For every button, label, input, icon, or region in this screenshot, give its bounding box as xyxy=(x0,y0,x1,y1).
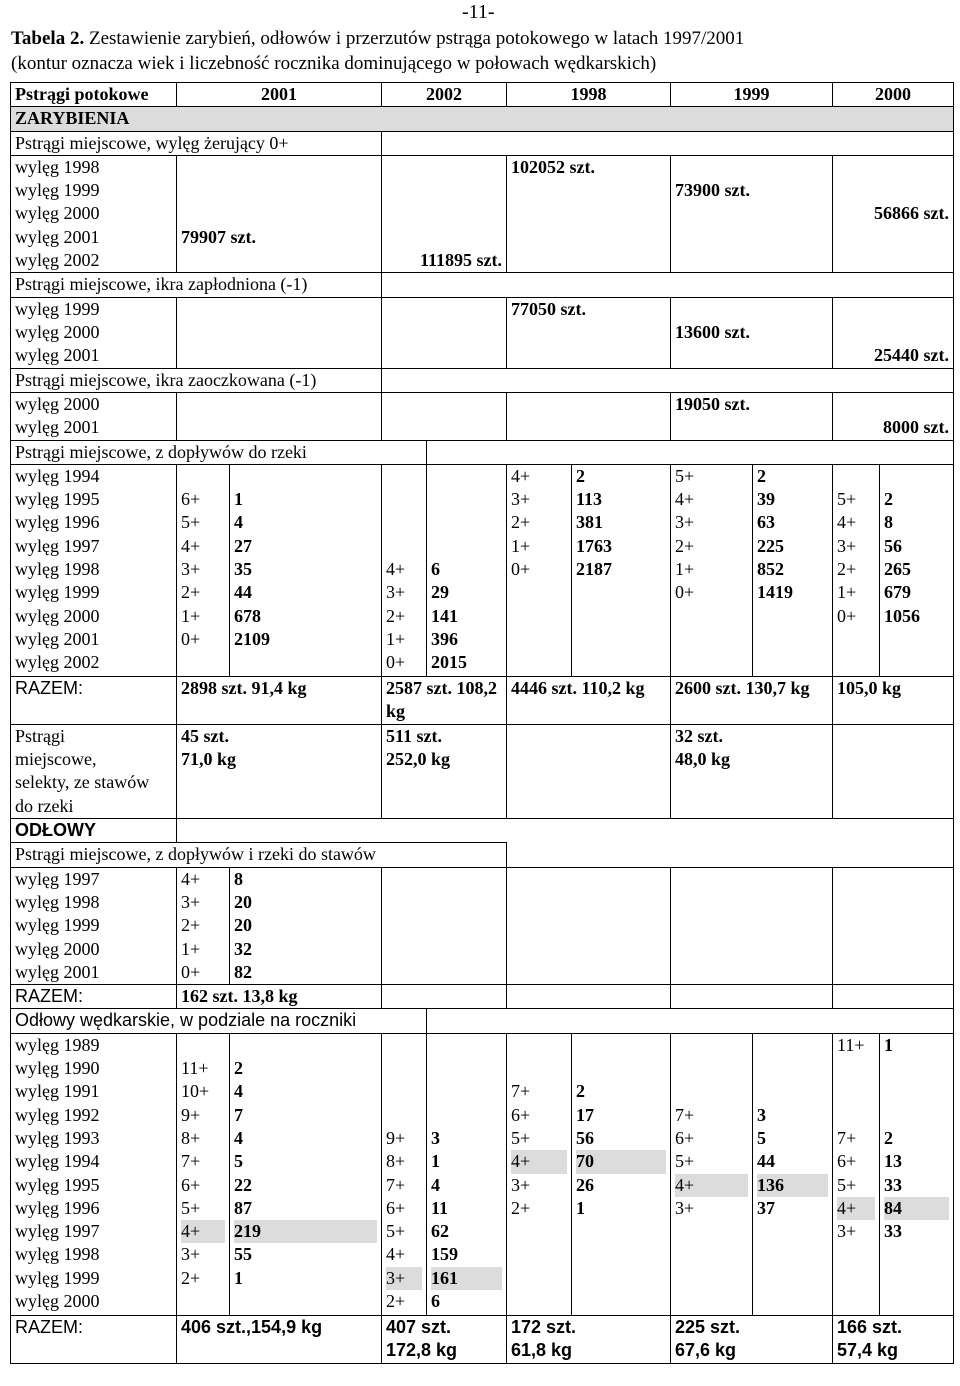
do-stawow-2001-count: 8 20 20 32 82 xyxy=(230,867,382,984)
zerujacy-2001: 79907 szt. xyxy=(177,155,382,272)
cell-value: 5 xyxy=(234,1151,243,1172)
cell-value xyxy=(675,1267,748,1290)
header-label: Pstrągi potokowe xyxy=(11,83,177,107)
ikra-zaoczkowana-2000: 8000 szt. xyxy=(833,392,954,440)
doplywy-1999-count: 2 39 63 225 852 1419 xyxy=(753,464,833,676)
razem-2000: 105,0 kg xyxy=(833,676,954,724)
wedkarskie-2000-age xyxy=(833,1033,880,1315)
doplywy-1998-age: 4+ 3+ 2+ 1+ 0+ xyxy=(507,464,572,676)
do-stawow-rows: wylęg 1997 wylęg 1998 wylęg 1999 wylęg 2000 wylęg 2001 xyxy=(11,867,177,984)
zerujacy-2002: 111895 szt. xyxy=(382,155,507,272)
cell-value xyxy=(757,1267,828,1290)
selekty-1999: 32 szt. 48,0 kg xyxy=(671,724,833,818)
cell-value xyxy=(234,1290,377,1313)
cell-value: 3+ xyxy=(675,1197,695,1218)
ikra-zaplodniona-1998: 77050 szt. xyxy=(507,297,671,368)
cell-value: 5+ xyxy=(511,1127,531,1148)
wedkarskie-2002-age xyxy=(382,1033,427,1315)
cell-value xyxy=(884,1267,949,1290)
cell-value xyxy=(234,1034,377,1057)
cell-value xyxy=(837,1080,875,1103)
cell-value: 7+ xyxy=(181,1151,201,1172)
cell-value xyxy=(757,1057,828,1080)
razem-2001: 2898 szt. 91,4 kg xyxy=(177,676,382,724)
cell-value: 4 xyxy=(431,1174,440,1195)
cell-value: 5 xyxy=(757,1127,766,1148)
subsection-ikra-zaoczkowana xyxy=(11,368,954,392)
cell-value: 11+ xyxy=(181,1058,209,1079)
cell-value xyxy=(837,1104,875,1127)
razem-zarybienia-row xyxy=(11,676,954,724)
cell-value: 5+ xyxy=(386,1221,406,1242)
cell-value: 4+ xyxy=(837,1197,875,1220)
cell-value: 3+ xyxy=(386,1267,422,1290)
cell-value: 13 xyxy=(884,1151,902,1172)
zerujacy-2000: 56866 szt. xyxy=(833,155,954,272)
cell-value: 7+ xyxy=(837,1127,857,1148)
cell-value xyxy=(675,1243,748,1266)
cell-value xyxy=(837,1267,875,1290)
cell-value xyxy=(576,1034,666,1057)
cell-value: 1 xyxy=(234,1267,243,1288)
cell-value: 4+ xyxy=(181,1220,225,1243)
cell-value: 26 xyxy=(576,1174,594,1195)
cell-value: 5+ xyxy=(181,1197,201,1218)
cell-value: 9+ xyxy=(181,1104,201,1125)
cell-value: 9+ xyxy=(386,1127,406,1148)
cell-value xyxy=(675,1220,748,1243)
cell-value: 62 xyxy=(431,1221,449,1242)
doplywy-1999-age: 5+ 4+ 3+ 2+ 1+ 0+ xyxy=(671,464,753,676)
cell-value xyxy=(511,1267,567,1290)
cell-value xyxy=(431,1080,502,1103)
cell-value xyxy=(576,1057,666,1080)
subsection-title-ikra-zaoczkowana: Pstrągi miejscowe, ikra zaoczkowana (-1) xyxy=(11,368,382,392)
wedkarskie-2001-count xyxy=(230,1033,382,1315)
cell-value xyxy=(884,1243,949,1266)
ikra-zaoczkowana-data xyxy=(11,392,954,440)
doplywy-1998-count: 2 113 381 1763 2187 xyxy=(572,464,671,676)
razem-wedkarskie-2001: 406 szt.,154,9 kg xyxy=(177,1315,382,1363)
zerujacy-1998: 102052 szt. xyxy=(507,155,671,272)
zerujacy-rows: wylęg 1998 wylęg 1999 wylęg 2000 wylęg 2001 wylęg 2002 xyxy=(11,155,177,272)
razem-wedkarskie-1998: 172 szt. 61,8 kg xyxy=(507,1315,671,1363)
cell-value xyxy=(757,1080,828,1103)
cell-value: 136 xyxy=(757,1174,828,1197)
cell-value xyxy=(181,1290,225,1313)
doplywy-2000-count: 2 8 56 265 679 1056 xyxy=(880,464,954,676)
cell-value: 2+ xyxy=(386,1290,406,1311)
razem-wedkarskie-2000: 166 szt. 57,4 kg xyxy=(833,1315,954,1363)
cell-value: 4+ xyxy=(511,1150,567,1173)
wedkarskie-2001-age xyxy=(177,1033,230,1315)
subsection-title-ikra-zaplodniona: Pstrągi miejscowe, ikra zapłodniona (-1) xyxy=(11,273,382,297)
cell-value: 4 xyxy=(234,1081,243,1102)
cell-value: 33 xyxy=(884,1174,902,1195)
cell-value: 87 xyxy=(234,1197,252,1218)
razem-label: RAZEM: xyxy=(11,676,177,724)
ikra-zaplodniona-2000: 25440 szt. xyxy=(833,297,954,368)
subsection-title-doplywy: Pstrągi miejscowe, z dopływów do rzeki xyxy=(11,440,427,464)
cell-value xyxy=(576,1290,666,1313)
cell-value: 6+ xyxy=(837,1151,857,1172)
razem-wedkarskie-2002: 407 szt. 172,8 kg xyxy=(382,1315,507,1363)
wedkarskie-2002-count xyxy=(427,1033,507,1315)
caption-line2: (kontur oznacza wiek i liczebność rocznika dominującego w połowach wędkarskich) xyxy=(11,53,657,74)
cell-value xyxy=(511,1034,567,1057)
cell-value: 37 xyxy=(757,1197,775,1218)
cell-value: 159 xyxy=(431,1244,458,1265)
cell-value xyxy=(386,1057,422,1080)
cell-value xyxy=(757,1034,828,1057)
do-stawow-2001-age: 4+ 3+ 2+ 1+ 0+ xyxy=(177,867,230,984)
selekty-2001: 45 szt. 71,0 kg xyxy=(177,724,382,818)
cell-value: 2 xyxy=(576,1081,585,1102)
cell-value xyxy=(675,1057,748,1080)
cell-value xyxy=(386,1034,422,1057)
subsection-do-stawow xyxy=(11,843,954,867)
cell-value xyxy=(675,1290,748,1313)
razem-do-stawow-label: RAZEM: xyxy=(11,985,177,1009)
cell-value: 1 xyxy=(431,1151,440,1172)
cell-value xyxy=(576,1267,666,1290)
cell-value xyxy=(511,1057,567,1080)
cell-value: 1 xyxy=(576,1197,585,1218)
cell-value xyxy=(675,1080,748,1103)
cell-value: 5+ xyxy=(675,1151,695,1172)
selekty-label: Pstrągi miejscowe, selekty, ze stawów do rzeki xyxy=(11,724,177,818)
caption-line1: Zestawienie zarybień, odłowów i przerzutów pstrąga potokowego w latach 1997/2001 xyxy=(88,28,745,49)
wedkarskie-rows: wylęg 1989 wylęg 1990 wylęg 1991 wylęg 1992 wylęg 1993 wylęg 1994 wylęg 1995 wylęg 1996 wylęg 1997 wylęg 1998 wylęg 1999 wylęg 2000 xyxy=(11,1033,177,1315)
cell-value: 6+ xyxy=(386,1197,406,1218)
wedkarskie-1999-count xyxy=(753,1033,833,1315)
cell-value: 6+ xyxy=(181,1174,201,1195)
cell-value: 4+ xyxy=(386,1244,406,1265)
razem-do-stawow-row xyxy=(11,985,954,1009)
razem-1999: 2600 szt. 130,7 kg xyxy=(671,676,833,724)
cell-value xyxy=(431,1057,502,1080)
cell-value: 2 xyxy=(234,1058,243,1079)
ikra-zaoczkowana-rows: wylęg 2000 wylęg 2001 xyxy=(11,392,177,440)
ikra-zaoczkowana-1999: 19050 szt. xyxy=(671,392,833,440)
cell-value: 2+ xyxy=(511,1197,531,1218)
wedkarskie-1999-age xyxy=(671,1033,753,1315)
subsection-doplywy xyxy=(11,440,954,464)
cell-value: 2+ xyxy=(181,1267,201,1288)
cell-value xyxy=(181,1034,225,1057)
doplywy-2001-age: 6+ 5+ 4+ 3+ 2+ 1+ 0+ xyxy=(177,464,230,676)
ikra-zaplodniona-1999: 13600 szt. xyxy=(671,297,833,368)
doplywy-rows: wylęg 1994 wylęg 1995 wylęg 1996 wylęg 1997 wylęg 1998 wylęg 1999 wylęg 2000 wylęg 2001 wylęg 2002 xyxy=(11,464,177,676)
cell-value: 11+ xyxy=(837,1034,865,1055)
cell-value: 56 xyxy=(576,1127,594,1148)
cell-value: 6 xyxy=(431,1290,440,1311)
cell-value: 10+ xyxy=(181,1081,210,1102)
cell-value: 3+ xyxy=(511,1174,531,1195)
cell-value xyxy=(431,1034,502,1057)
doplywy-data xyxy=(11,464,954,676)
razem-1998: 4446 szt. 110,2 kg xyxy=(507,676,671,724)
section-zarybienia xyxy=(11,107,954,131)
cell-value: 7+ xyxy=(386,1174,406,1195)
doplywy-2002-count: 6 29 141 396 2015 xyxy=(427,464,507,676)
header-row xyxy=(11,83,954,107)
razem-wedkarskie-row xyxy=(11,1315,954,1363)
cell-value: 70 xyxy=(576,1150,666,1173)
header-year-1999: 1999 xyxy=(671,83,833,107)
do-stawow-data xyxy=(11,867,954,984)
cell-value xyxy=(837,1057,875,1080)
ikra-zaplodniona-rows: wylęg 1999 wylęg 2000 wylęg 2001 xyxy=(11,297,177,368)
header-year-2002: 2002 xyxy=(382,83,507,107)
cell-value xyxy=(757,1290,828,1313)
subsection-title-zerujacy: Pstrągi miejscowe, wylęg żerujący 0+ xyxy=(11,131,382,155)
doplywy-2000-age: 5+ 4+ 3+ 2+ 1+ 0+ xyxy=(833,464,880,676)
razem-wedkarskie-1999: 225 szt. 67,6 kg xyxy=(671,1315,833,1363)
cell-value: 8+ xyxy=(386,1151,406,1172)
cell-value: 3+ xyxy=(837,1221,857,1242)
razem-do-stawow-2001: 162 szt. 13,8 kg xyxy=(177,985,382,1009)
selekty-row xyxy=(11,724,954,818)
cell-value: 4+ xyxy=(675,1174,748,1197)
stocking-table xyxy=(10,82,954,1364)
wedkarskie-2000-count xyxy=(880,1033,954,1315)
cell-value xyxy=(884,1057,949,1080)
cell-value xyxy=(386,1104,422,1127)
selekty-2002: 511 szt. 252,0 kg xyxy=(382,724,507,818)
subsection-title-do-stawow: Pstrągi miejscowe, z dopływów i rzeki do stawów xyxy=(11,843,507,867)
razem-2002: 2587 szt. 108,2 kg xyxy=(382,676,507,724)
doplywy-2002-age: 4+ 3+ 2+ 1+ 0+ xyxy=(382,464,427,676)
cell-value xyxy=(757,1220,828,1243)
wedkarskie-data xyxy=(11,1033,954,1315)
cell-value: 161 xyxy=(431,1267,502,1290)
cell-value: 8+ xyxy=(181,1127,201,1148)
cell-value: 17 xyxy=(576,1104,594,1125)
cell-value xyxy=(837,1243,875,1266)
section-odlowy xyxy=(11,819,954,843)
subsection-ikra-zaplodniona xyxy=(11,273,954,297)
cell-value: 84 xyxy=(884,1197,949,1220)
cell-value xyxy=(576,1220,666,1243)
doplywy-2001-count: 1 4 27 35 44 678 2109 xyxy=(230,464,382,676)
cell-value xyxy=(757,1243,828,1266)
cell-value: 1 xyxy=(884,1034,893,1055)
cell-value xyxy=(386,1080,422,1103)
subsection-wedkarskie xyxy=(11,1009,954,1033)
caption-label: Tabela 2. xyxy=(11,28,85,49)
cell-value xyxy=(511,1243,567,1266)
header-year-2001: 2001 xyxy=(177,83,382,107)
cell-value: 4 xyxy=(234,1127,243,1148)
table-caption xyxy=(11,26,956,76)
cell-value: 55 xyxy=(234,1244,252,1265)
razem-wedkarskie-label: RAZEM: xyxy=(11,1315,177,1363)
wedkarskie-1998-age xyxy=(507,1033,572,1315)
cell-value: 3 xyxy=(757,1104,766,1125)
section-title-zarybienia: ZARYBIENIA xyxy=(11,107,954,131)
zerujacy-data xyxy=(11,155,954,272)
wedkarskie-1998-count xyxy=(572,1033,671,1315)
subsection-zerujacy xyxy=(11,131,954,155)
cell-value: 2 xyxy=(884,1127,893,1148)
section-title-odlowy: ODŁOWY xyxy=(11,819,177,843)
cell-value: 44 xyxy=(757,1151,775,1172)
cell-value: 7+ xyxy=(511,1081,531,1102)
header-year-2000: 2000 xyxy=(833,83,954,107)
cell-value xyxy=(511,1290,567,1313)
cell-value xyxy=(511,1220,567,1243)
cell-value: 5+ xyxy=(837,1174,857,1195)
cell-value: 7+ xyxy=(675,1104,695,1125)
cell-value: 6+ xyxy=(675,1127,695,1148)
cell-value: 33 xyxy=(884,1221,902,1242)
cell-value: 3+ xyxy=(181,1244,201,1265)
cell-value xyxy=(884,1290,949,1313)
header-year-1998: 1998 xyxy=(507,83,671,107)
subsection-title-wedkarskie: Odłowy wędkarskie, w podziale na roczniki xyxy=(11,1009,427,1033)
cell-value: 219 xyxy=(234,1220,377,1243)
cell-value: 6+ xyxy=(511,1104,531,1125)
cell-value xyxy=(884,1080,949,1103)
page-number: -11- xyxy=(462,1,495,23)
cell-value: 3 xyxy=(431,1127,440,1148)
zerujacy-1999: 73900 szt. xyxy=(671,155,833,272)
cell-value xyxy=(884,1104,949,1127)
cell-value: 11 xyxy=(431,1197,449,1218)
cell-value xyxy=(576,1243,666,1266)
cell-value: 7 xyxy=(234,1104,243,1125)
cell-value xyxy=(837,1290,875,1313)
cell-value xyxy=(431,1104,502,1127)
cell-value: 22 xyxy=(234,1174,252,1195)
cell-value xyxy=(675,1034,748,1057)
ikra-zaplodniona-data xyxy=(11,297,954,368)
